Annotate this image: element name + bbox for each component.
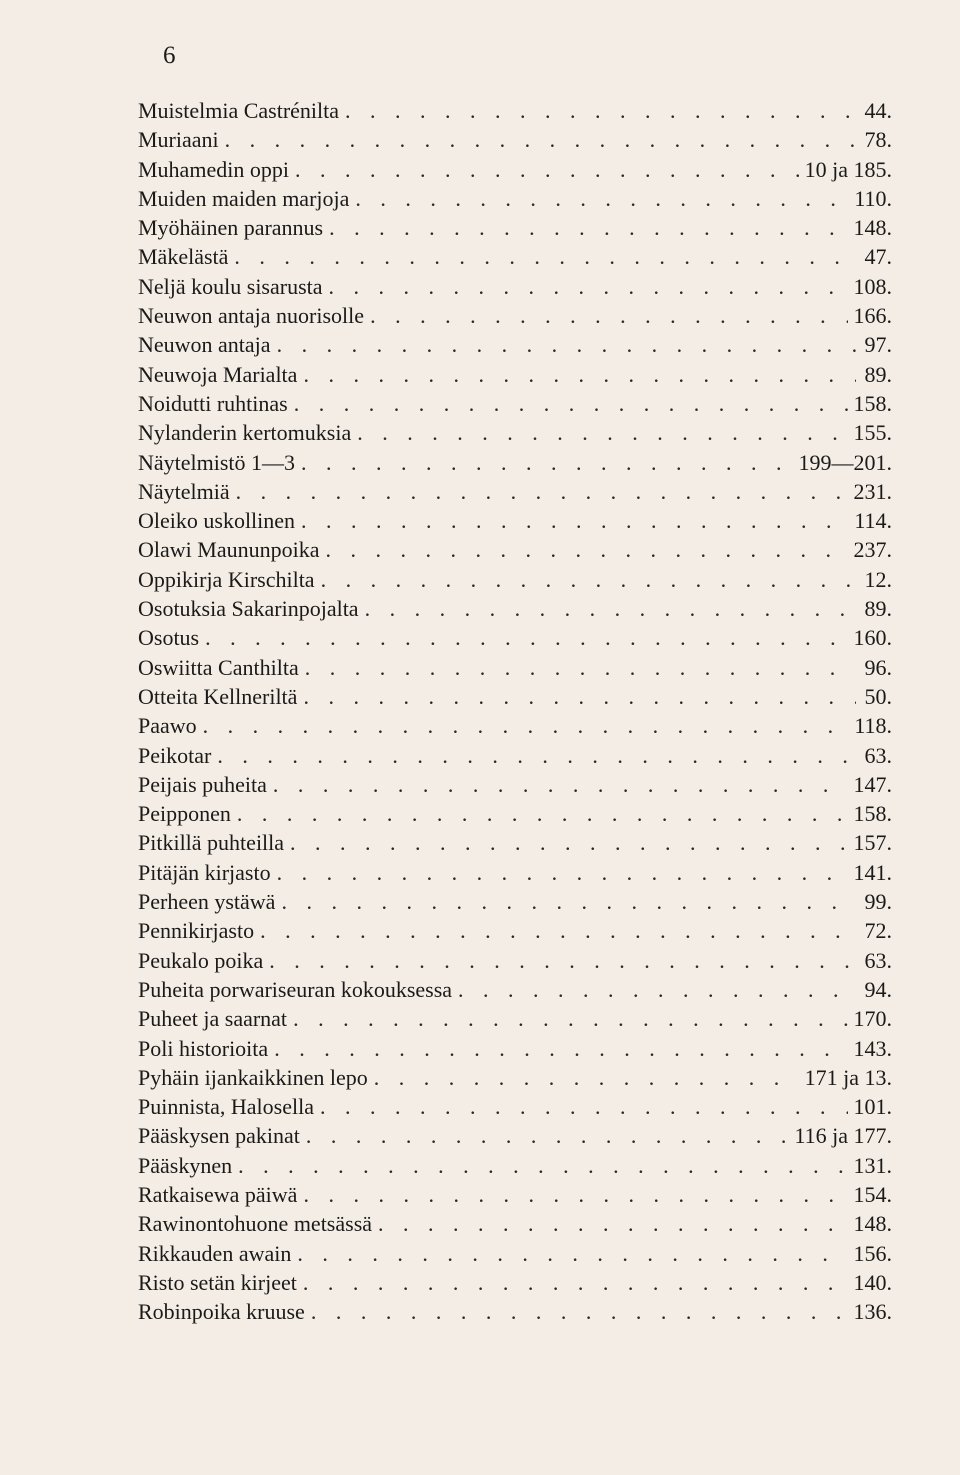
entry-page: 147. bbox=[853, 771, 892, 797]
entry-page: 89. bbox=[864, 596, 892, 622]
entry-title: Peijais puheita bbox=[138, 771, 267, 797]
dot-leader bbox=[236, 477, 848, 506]
index-entry bbox=[138, 1063, 898, 1092]
entry-page: 108. bbox=[853, 273, 892, 299]
dot-leader bbox=[294, 389, 848, 418]
index-entry bbox=[138, 770, 898, 799]
entry-page: 199—201. bbox=[798, 449, 892, 475]
index-entry bbox=[138, 1034, 898, 1063]
entry-title: Pitkillä puhteilla bbox=[138, 830, 285, 856]
dot-leader bbox=[325, 535, 847, 564]
entry-title: Muriaani bbox=[138, 127, 219, 153]
page-number: 6 bbox=[163, 42, 176, 69]
entry-page: 141. bbox=[853, 859, 892, 885]
entry-page: 140. bbox=[853, 1269, 892, 1295]
entry-page: 157. bbox=[853, 830, 892, 856]
dot-leader bbox=[281, 887, 856, 916]
entry-title: Oswiitta Canthilta bbox=[138, 654, 299, 680]
index-entry bbox=[138, 448, 898, 477]
dot-leader bbox=[458, 975, 856, 1004]
entry-title: Osotuksia Sakarinpojalta bbox=[138, 596, 359, 622]
entry-title: Oppikirja Kirschilta bbox=[138, 566, 315, 592]
index-entry bbox=[138, 1004, 898, 1033]
entry-page: 156. bbox=[853, 1240, 892, 1266]
dot-leader bbox=[273, 770, 848, 799]
index-entry bbox=[138, 828, 898, 857]
entry-page: 148. bbox=[853, 215, 892, 241]
entry-title: Myöhäinen parannus bbox=[138, 215, 324, 241]
index-entry bbox=[138, 1239, 898, 1268]
entry-page: 10 ja 185. bbox=[804, 156, 892, 182]
index-entry bbox=[138, 594, 898, 623]
index-entry bbox=[138, 242, 898, 271]
dot-leader bbox=[303, 1180, 847, 1209]
dot-leader bbox=[374, 1063, 799, 1092]
dot-leader bbox=[290, 828, 847, 857]
entry-page: 166. bbox=[853, 303, 892, 329]
entry-page: 148. bbox=[853, 1211, 892, 1237]
entry-title: Neljä koulu sisarusta bbox=[138, 273, 323, 299]
entry-page: 136. bbox=[853, 1299, 892, 1325]
entry-page: 110. bbox=[854, 185, 892, 211]
index-entry bbox=[138, 711, 898, 740]
entry-page: 63. bbox=[864, 947, 892, 973]
index-entry bbox=[138, 213, 898, 242]
entry-page: 99. bbox=[864, 889, 892, 915]
dot-leader bbox=[306, 1121, 789, 1150]
index-entry bbox=[138, 682, 898, 711]
entry-title: Olawi Maununpoika bbox=[138, 537, 320, 563]
index-entry bbox=[138, 1092, 898, 1121]
index-entry bbox=[138, 1209, 898, 1238]
index-entry bbox=[138, 418, 898, 447]
entry-title: Muiden maiden marjoja bbox=[138, 185, 350, 211]
index-entry bbox=[138, 535, 898, 564]
entry-page: 50. bbox=[864, 683, 892, 709]
index-entry bbox=[138, 887, 898, 916]
dot-leader bbox=[355, 184, 848, 213]
index-entry bbox=[138, 155, 898, 184]
dot-leader bbox=[295, 155, 799, 184]
entry-page: 94. bbox=[864, 976, 892, 1002]
entry-title: Pitäjän kirjasto bbox=[138, 859, 271, 885]
entry-title: Osotus bbox=[138, 625, 200, 651]
entry-page: 154. bbox=[853, 1181, 892, 1207]
entry-page: 96. bbox=[864, 654, 892, 680]
dot-leader bbox=[274, 1034, 847, 1063]
entry-page: 47. bbox=[864, 244, 892, 270]
index-entry bbox=[138, 623, 898, 652]
dot-leader bbox=[225, 125, 856, 154]
entry-title: Neuwon antaja nuorisolle bbox=[138, 303, 365, 329]
entry-title: Pyhäin ijankaikkinen lepo bbox=[138, 1064, 368, 1090]
entry-title: Näytelmiä bbox=[138, 478, 230, 504]
entry-page: 89. bbox=[864, 361, 892, 387]
entry-title: Näytelmistö 1—3 bbox=[138, 449, 296, 475]
dot-leader bbox=[370, 301, 847, 330]
index-entry bbox=[138, 125, 898, 154]
dot-leader bbox=[237, 799, 848, 828]
entry-page: 63. bbox=[864, 742, 892, 768]
entry-page: 131. bbox=[853, 1152, 892, 1178]
entry-title: Neuwon antaja bbox=[138, 332, 271, 358]
dot-leader bbox=[329, 272, 848, 301]
entry-page: 158. bbox=[853, 801, 892, 827]
index-entry bbox=[138, 946, 898, 975]
entry-title: Muistelmia Castrénilta bbox=[138, 98, 340, 123]
index-entry bbox=[138, 96, 898, 125]
index-entry bbox=[138, 1180, 898, 1209]
index-entry bbox=[138, 975, 898, 1004]
dot-leader bbox=[203, 711, 849, 740]
dot-leader bbox=[297, 1239, 847, 1268]
index-entry bbox=[138, 1151, 898, 1180]
index-entry bbox=[138, 799, 898, 828]
entry-title: Peukalo poika bbox=[138, 947, 264, 973]
dot-leader bbox=[303, 682, 856, 711]
entry-page: 160. bbox=[853, 625, 892, 651]
entry-page: 143. bbox=[853, 1035, 892, 1061]
dot-leader bbox=[301, 448, 792, 477]
index-list bbox=[138, 96, 898, 1326]
entry-page: 12. bbox=[864, 566, 892, 592]
dot-leader bbox=[303, 1268, 848, 1297]
dot-leader bbox=[293, 1004, 847, 1033]
entry-title: Poli historioita bbox=[138, 1035, 269, 1061]
entry-page: 170. bbox=[853, 1006, 892, 1032]
dot-leader bbox=[378, 1209, 847, 1238]
index-entry bbox=[138, 1121, 898, 1150]
entry-title: Oleiko uskollinen bbox=[138, 508, 296, 534]
entry-title: Pennikirjasto bbox=[138, 918, 255, 944]
entry-title: Mäkelästä bbox=[138, 244, 229, 270]
entry-title: Pääskysen pakinat bbox=[138, 1123, 300, 1149]
entry-page: 101. bbox=[853, 1094, 892, 1120]
dot-leader bbox=[345, 96, 856, 125]
entry-title: Pääskynen bbox=[138, 1152, 233, 1178]
dot-leader bbox=[277, 330, 856, 359]
entry-title: Paawo bbox=[138, 713, 197, 739]
dot-leader bbox=[305, 653, 856, 682]
index-entry bbox=[138, 1297, 898, 1326]
entry-page: 231. bbox=[853, 478, 892, 504]
dot-leader bbox=[301, 506, 848, 535]
index-entry bbox=[138, 184, 898, 213]
dot-leader bbox=[238, 1151, 847, 1180]
entry-title: Peipponen bbox=[138, 801, 231, 827]
index-entry bbox=[138, 330, 898, 359]
dot-leader bbox=[269, 946, 856, 975]
entry-title: Otteita Kellneriltä bbox=[138, 683, 298, 709]
index-entry bbox=[138, 858, 898, 887]
dot-leader bbox=[321, 565, 856, 594]
dot-leader bbox=[260, 916, 856, 945]
entry-title: Rawinontohuone metsässä bbox=[138, 1211, 373, 1237]
index-entry bbox=[138, 360, 898, 389]
index-entry bbox=[138, 1268, 898, 1297]
entry-page: 72. bbox=[864, 918, 892, 944]
dot-leader bbox=[277, 858, 848, 887]
dot-leader bbox=[303, 360, 856, 389]
dot-leader bbox=[217, 741, 856, 770]
index-entry bbox=[138, 653, 898, 682]
entry-page: 114. bbox=[854, 508, 892, 534]
dot-leader bbox=[205, 623, 847, 652]
index-entry bbox=[138, 741, 898, 770]
entry-page: 97. bbox=[864, 332, 892, 358]
entry-title: Risto setän kirjeet bbox=[138, 1269, 297, 1295]
entry-title: Peikotar bbox=[138, 742, 212, 768]
entry-page: 171 ja 13. bbox=[804, 1064, 892, 1090]
entry-title: Noidutti ruhtinas bbox=[138, 390, 288, 416]
dot-leader bbox=[365, 594, 856, 623]
entry-title: Ratkaisewa päiwä bbox=[138, 1181, 298, 1207]
dot-leader bbox=[357, 418, 847, 447]
entry-page: 118. bbox=[854, 713, 892, 739]
dot-leader bbox=[234, 242, 856, 271]
entry-page: 44. bbox=[864, 98, 892, 123]
index-entry bbox=[138, 916, 898, 945]
entry-page: 155. bbox=[853, 420, 892, 446]
entry-title: Neuwoja Marialta bbox=[138, 361, 298, 387]
entry-page: 78. bbox=[864, 127, 892, 153]
entry-title: Puinnista, Halosella bbox=[138, 1094, 314, 1120]
dot-leader bbox=[311, 1297, 848, 1326]
entry-title: Robinpoika kruuse bbox=[138, 1299, 305, 1325]
dot-leader bbox=[329, 213, 847, 242]
entry-page: 237. bbox=[853, 537, 892, 563]
dot-leader bbox=[320, 1092, 848, 1121]
entry-title: Nylanderin kertomuksia bbox=[138, 420, 352, 446]
entry-page: 158. bbox=[853, 390, 892, 416]
index-entry bbox=[138, 565, 898, 594]
index-entry bbox=[138, 477, 898, 506]
entry-title: Muhamedin oppi bbox=[138, 156, 289, 182]
index-entry bbox=[138, 506, 898, 535]
index-entry bbox=[138, 272, 898, 301]
index-entry bbox=[138, 389, 898, 418]
entry-title: Puheet ja saarnat bbox=[138, 1006, 288, 1032]
entry-page: 116 ja 177. bbox=[794, 1123, 892, 1149]
entry-title: Rikkauden awain bbox=[138, 1240, 292, 1266]
entry-title: Perheen ystäwä bbox=[138, 889, 276, 915]
entry-title: Puheita porwariseuran kokouksessa bbox=[138, 976, 453, 1002]
index-entry bbox=[138, 301, 898, 330]
